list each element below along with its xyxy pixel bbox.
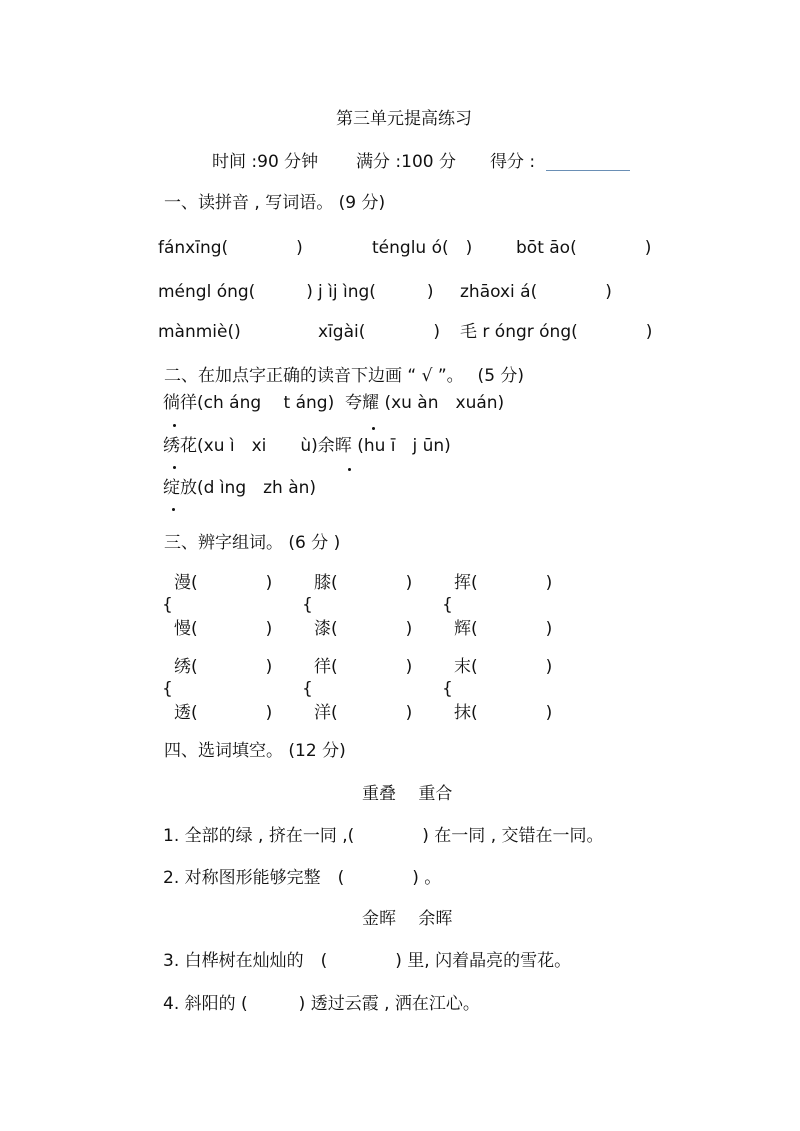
emphasis-dot bbox=[173, 466, 176, 469]
pinyin-item: fánxīng( ) bbox=[158, 238, 303, 258]
question-4: 4. 斜阳的 ( ) 透过云霞 , 洒在江心。 bbox=[163, 994, 480, 1014]
pinyin-item: bōt āo( ) bbox=[516, 238, 652, 258]
char-pair-item: 末( ) bbox=[454, 657, 553, 677]
brace: { bbox=[442, 679, 453, 699]
section3-heading: 三、辨字组词。 (6 分 ) bbox=[164, 533, 341, 553]
brace: { bbox=[162, 679, 173, 699]
pinyin-item: 毛 r óngr óng( ) bbox=[460, 322, 653, 342]
brace: { bbox=[302, 595, 313, 615]
pinyin-item: j ìj ìng( ) bbox=[318, 282, 434, 302]
char-pair-item: 挥( ) bbox=[454, 573, 553, 593]
page-title: 第三单元提高练习 bbox=[336, 109, 472, 129]
pronunciation-line: 绽放(d ìng zh àn) bbox=[163, 478, 317, 498]
char-pair-item: 慢( ) bbox=[174, 619, 273, 639]
full-score-label: 满分 :100 分 bbox=[356, 152, 456, 172]
emphasis-dot bbox=[172, 508, 175, 511]
pinyin-item: mànmiè() bbox=[158, 322, 241, 342]
char-pair-item: 漫( ) bbox=[174, 573, 273, 593]
score-label: 得分 : bbox=[490, 152, 536, 172]
pinyin-item: ténglu ó( ) bbox=[372, 238, 473, 258]
char-pair-item: 徉( ) bbox=[314, 657, 413, 677]
pronunciation-line: 徜徉(ch áng t áng) 夸耀 (xu àn xuán) bbox=[163, 393, 505, 413]
word-choices: 金晖 余晖 bbox=[362, 909, 453, 929]
brace: { bbox=[162, 595, 173, 615]
char-pair-item: 抹( ) bbox=[454, 703, 553, 723]
char-pair-item: 膝( ) bbox=[314, 573, 413, 593]
section4-heading: 四、选词填空。 (12 分) bbox=[164, 741, 346, 761]
question-2: 2. 对称图形能够完整 ( ) 。 bbox=[163, 868, 442, 888]
char-pair-item: 洋( ) bbox=[314, 703, 413, 723]
emphasis-dot bbox=[372, 427, 375, 430]
question-3: 3. 白桦树在灿灿的 ( ) 里, 闪着晶亮的雪花。 bbox=[163, 951, 572, 971]
score-blank[interactable] bbox=[546, 170, 630, 171]
brace: { bbox=[442, 595, 453, 615]
pronunciation-line: 绣花(xu ì xi ù)余晖 (hu ī j ūn) bbox=[163, 436, 451, 456]
char-pair-item: 辉( ) bbox=[454, 619, 553, 639]
word-choices: 重叠 重合 bbox=[362, 784, 453, 804]
section1-heading: 一、读拼音 , 写词语。 (9 分) bbox=[164, 193, 386, 213]
question-1: 1. 全部的绿 , 挤在一同 ,( ) 在一同 , 交错在一同。 bbox=[163, 826, 604, 846]
emphasis-dot bbox=[173, 424, 176, 427]
char-pair-item: 漆( ) bbox=[314, 619, 413, 639]
pinyin-item: zhāoxi á( ) bbox=[460, 282, 612, 302]
pinyin-item: xīgài( ) bbox=[318, 322, 440, 342]
brace: { bbox=[302, 679, 313, 699]
time-label: 时间 :90 分钟 bbox=[212, 152, 319, 172]
section2-heading: 二、在加点字正确的读音下边画 “ √ ”。 (5 分) bbox=[164, 366, 525, 386]
emphasis-dot bbox=[348, 468, 351, 471]
pinyin-item: méngl óng( ) bbox=[158, 282, 313, 302]
char-pair-item: 透( ) bbox=[174, 703, 273, 723]
char-pair-item: 绣( ) bbox=[174, 657, 273, 677]
